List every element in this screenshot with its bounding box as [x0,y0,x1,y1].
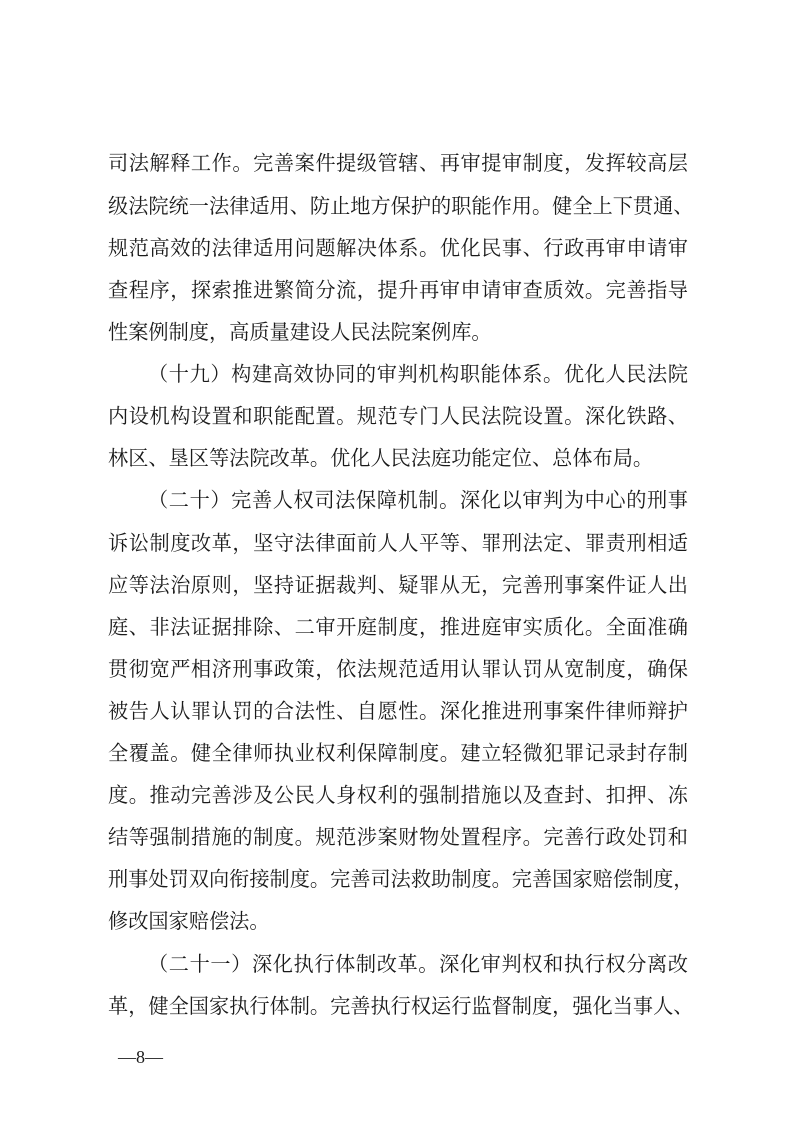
text-line-4: 查程序，探索推进繁简分流，提升再审申请审查质效。完善指导 [108,278,688,302]
text-line-6: （十九）构建高效协同的审判机构职能体系。优化人民法院 [148,362,688,386]
text-line-8: 林区、垦区等法院改革。优化人民法庭功能定位、总体布局。 [108,446,654,470]
text-line-1: 司法解释工作。完善案件提级管辖、再审提审制度，发挥较高层 [108,151,688,175]
text-line-7: 内设机构设置和职能配置。规范专门人民法院设置。深化铁路、 [108,404,688,428]
text-line-19: 修改国家赔偿法。 [108,909,270,933]
text-line-14: 被告人认罪认罚的合法性、自愿性。深化推进刑事案件律师辩护 [108,699,688,723]
text-line-10: 诉讼制度改革，坚守法律面前人人平等、罪刑法定、罪责刑相适 [108,531,688,555]
text-line-11: 应等法治原则，坚持证据裁判、疑罪从无，完善刑事案件证人出 [108,573,688,597]
text-line-2: 级法院统一法律适用、防止地方保护的职能作用。健全上下贯通、 [108,194,694,218]
text-line-5: 性案例制度，高质量建设人民法院案例库。 [108,320,492,344]
text-line-12: 庭、非法证据排除、二审开庭制度，推进庭审实质化。全面准确 [108,615,688,639]
text-line-20: （二十一）深化执行体制改革。深化审判权和执行权分离改 [148,952,688,976]
text-line-13: 贯彻宽严相济刑事政策，依法规范适用认罪认罚从宽制度，确保 [108,657,688,681]
page-number: —8— [118,1047,163,1067]
text-line-3: 规范高效的法律适用问题解决体系。优化民事、行政再审申请审 [108,236,688,260]
text-line-21: 革，健全国家执行体制。完善执行权运行监督制度，强化当事人、 [108,994,694,1018]
text-line-15: 全覆盖。健全律师执业权利保障制度。建立轻微犯罪记录封存制 [108,741,688,765]
text-line-17: 结等强制措施的制度。规范涉案财物处置程序。完善行政处罚和 [108,825,688,849]
text-line-18: 刑事处罚双向衔接制度。完善司法救助制度。完善国家赔偿制度， [108,867,694,891]
text-line-9: （二十）完善人权司法保障机制。深化以审判为中心的刑事 [148,488,688,512]
text-line-16: 度。推动完善涉及公民人身权利的强制措施以及查封、扣押、冻 [108,783,688,807]
